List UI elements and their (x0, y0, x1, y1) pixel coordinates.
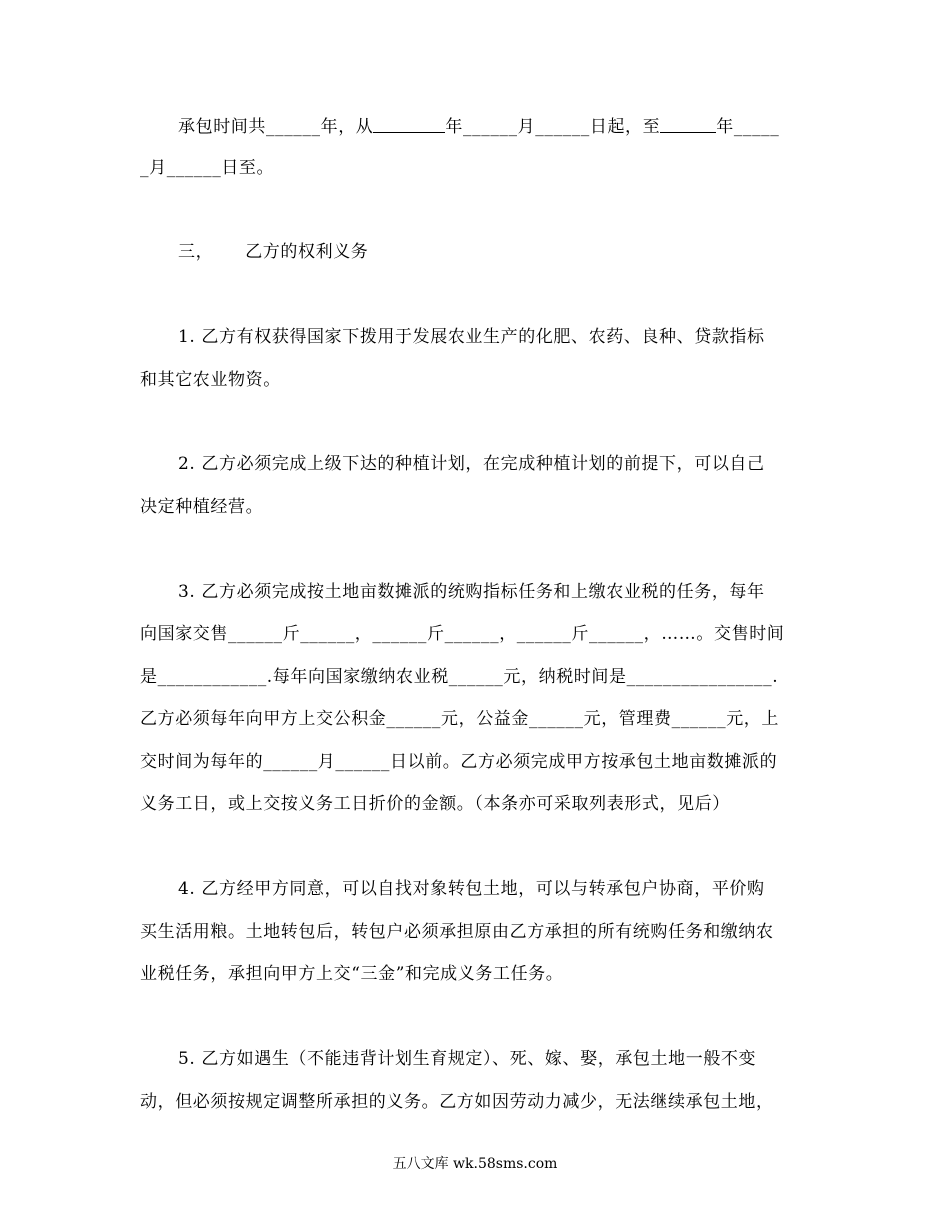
item-1-line-2: 和其它农业物资。 (140, 370, 281, 390)
start-to-text: 日起，至 (589, 117, 661, 137)
end-day-blank: ______ (166, 158, 222, 178)
section-number: 三， (178, 242, 214, 262)
item-4-line-3: 业税任务，承担向甲方上交“三金”和完成义务工任务。 (140, 964, 564, 984)
end-year-underline (660, 117, 716, 133)
contract-period-line-2 (140, 157, 820, 179)
item-2-line-2: 决定种植经营。 (140, 497, 264, 517)
end-month-blank-cont: _ (140, 158, 150, 178)
section-title: 乙方的权利义务 (245, 242, 369, 262)
month-label: 月 (517, 117, 536, 137)
item-5-line-1: 5. 乙方如遇生（不能违背计划生育规定）、死、嫁、娶，承包土地一般不变 (178, 1049, 757, 1069)
start-day-blank: ______ (535, 117, 590, 137)
item-3-line-1: 3. 乙方必须完成按土地亩数摊派的统购指标任务和上缴农业税的任务，每年 (178, 582, 765, 602)
item-3-line-2: 向国家交售______斤______，______斤______，______斤______，……。交售时间 (140, 624, 785, 644)
end-month-blank: _____ (733, 117, 780, 137)
year-label: 年 (445, 117, 464, 137)
month-label: 月 (149, 158, 167, 178)
page-footer: 五八文库 wk.58sms.com (392, 1156, 558, 1172)
years-blank: ______ (266, 117, 321, 137)
item-5-line-2: 动，但必须按规定调整所承担的义务。乙方如因劳动力减少，无法继续承包土地， (140, 1092, 774, 1112)
year-label: 年 (716, 117, 734, 137)
item-3-line-6: 义务工日，或上交按义务工日折价的金额。（本条亦可采取列表形式，见后） (140, 794, 730, 814)
period-from-text: 年，从 (320, 117, 374, 137)
item-2-line-1: 2. 乙方必须完成上级下达的种植计划，在完成种植计划的前提下，可以自己 (178, 454, 765, 474)
item-3-line-5: 交时间为每年的______月______日以前。乙方必须完成甲方按承包土地亩数摊派的 (140, 752, 778, 772)
contract-period-line-1 (178, 116, 858, 138)
section-heading (178, 241, 858, 263)
start-month-blank: ______ (463, 117, 518, 137)
item-4-line-1: 4. 乙方经甲方同意，可以自找对象转包土地，可以与转承包户协商，平价购 (178, 879, 765, 899)
item-3-line-4: 乙方必须每年向甲方上交公积金______元，公益金______元，管理费______元，上 (140, 709, 779, 729)
item-4-line-2: 买生活用粮。土地转包后，转包户必须承担原由乙方承担的所有统购任务和缴纳农 (140, 922, 774, 942)
item-3-line-3: 是____________.每年向国家缴纳农业税______元，纳税时间是________________. (140, 667, 779, 687)
end-day-text: 日至。 (221, 158, 275, 178)
period-text: 承包时间共 (178, 117, 266, 137)
item-1-line-1: 1. 乙方有权获得国家下拨用于发展农业生产的化肥、农药、良种、贷款指标 (178, 327, 765, 347)
start-year-underline (373, 117, 445, 133)
